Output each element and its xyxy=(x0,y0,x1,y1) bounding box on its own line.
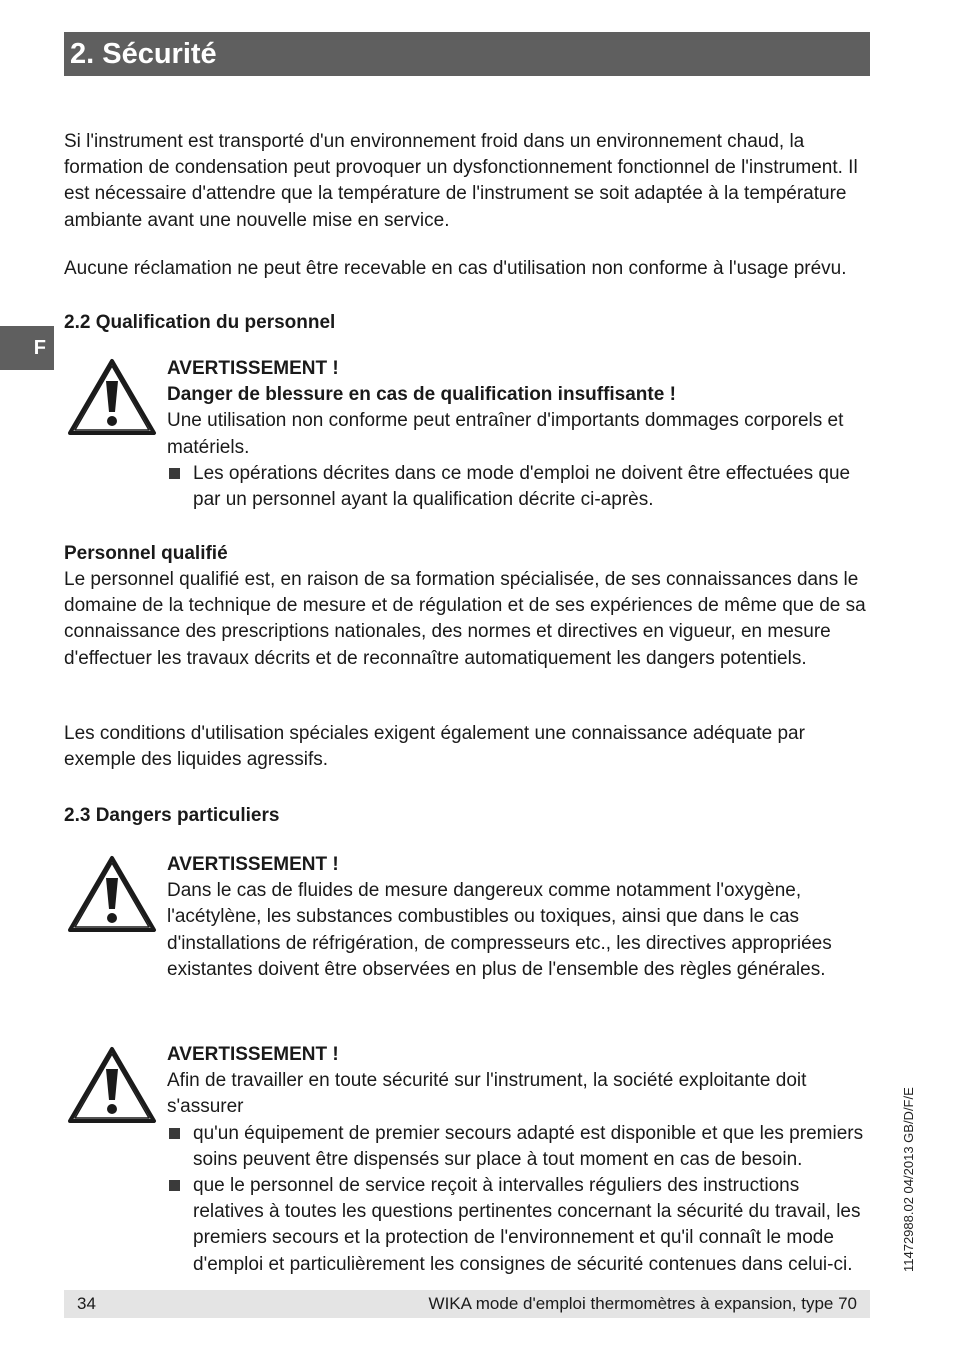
warning-title: AVERTISSEMENT ! xyxy=(167,1044,339,1065)
page-footer xyxy=(64,1290,870,1318)
special-conditions-paragraph: Les conditions d'utilisation spéciales exigent également une connaissance adéquate par exemple des liquides agressifs. xyxy=(64,723,805,771)
bullet-square-icon xyxy=(169,1128,180,1139)
page-number: 34 xyxy=(77,1294,96,1313)
qualified-personnel-paragraph: Le personnel qualifié est, en raison de sa formation spécialisée, de ses connaissances dans le domaine de la technique de mesure et de régulation et de ses expériences de même que de sa connaissance des prescriptions nationales, des normes et directives en vigueur, en mesure d'effectuer les travaux décrits et de reconnaître automatiquement les dangers potentiels. xyxy=(64,569,866,669)
warning-text: Afin de travailler en toute sécurité sur l'instrument, la société exploitante doit s'assurer xyxy=(167,1070,807,1118)
warning-block-operator-duties xyxy=(167,1042,872,1278)
intro-paragraph-1: Si l'instrument est transporté d'un environnement froid dans un environnement chaud, la formation de condensation peut provoquer un dysfonctionnement fonctionnel de l'instrument. Il est nécessaire d'attendre que la température de l'instrument se soit adaptée à la température ambiante avant une nouvelle mise en service. xyxy=(64,131,858,231)
page-title: 2. Sécurité xyxy=(64,32,870,76)
warning-block-dangerous-fluids xyxy=(167,852,857,983)
section-heading-2-2: 2.2 Qualification du personnel xyxy=(64,312,336,333)
warning-title: AVERTISSEMENT ! xyxy=(167,854,339,875)
warning-triangle-icon xyxy=(66,854,158,934)
warning-text: Dans le cas de fluides de mesure dangereux comme notamment l'oxygène, l'acétylène, les substances combustibles ou toxiques, ainsi que dans le cas d'installations de réfrigération, de compresseurs etc., les directives appropriées existantes doivent être observées en plus de l'ensemble des règles générales. xyxy=(167,880,832,980)
list-item xyxy=(167,461,872,513)
list-item-text: Les opérations décrites dans ce mode d'emploi ne doivent être effectuées que par un personnel ayant la qualification décrite ci-après. xyxy=(193,462,851,511)
footer-title: WIKA mode d'emploi thermomètres à expansion, type 70 xyxy=(428,1294,857,1313)
qualified-personnel-heading: Personnel qualifié xyxy=(64,543,228,564)
document-code: 11472988.02 04/2013 GB/D/F/E xyxy=(901,1087,916,1272)
language-tab-label: F xyxy=(33,336,46,359)
list-item-text: qu'un équipement de premier secours adapté est disponible et que les premiers soins peuvent être dispensés sur place à tout moment en cas de besoin. xyxy=(193,1122,864,1170)
warning-subtitle: Danger de blessure en cas de qualification insuffisante ! xyxy=(167,384,676,406)
intro-paragraph-2: Aucune réclamation ne peut être recevable en cas d'utilisation non conforme à l'usage prévu. xyxy=(64,258,847,279)
bullet-square-icon xyxy=(169,468,180,479)
warning-text: Une utilisation non conforme peut entraîner d'importants dommages corporels et matériels. xyxy=(167,410,844,458)
bullet-square-icon xyxy=(169,1180,180,1191)
warning-block-qualification xyxy=(167,356,872,513)
language-tab xyxy=(0,326,54,370)
list-item-text: que le personnel de service reçoit à intervalles réguliers des instructions relatives à toutes les questions pertinentes concernant la sécurité du travail, les premiers secours et la protection de l'environnement et qu'il connaît le mode d'emploi et particulièrement les consignes de sécurité contenues dans celui-ci. xyxy=(193,1175,861,1275)
warning-triangle-icon xyxy=(66,357,158,437)
list-item xyxy=(167,1121,872,1173)
section-heading-2-3: 2.3 Dangers particuliers xyxy=(64,805,280,826)
warning-title: AVERTISSEMENT ! xyxy=(167,358,339,379)
list-item xyxy=(167,1173,872,1278)
warning-triangle-icon xyxy=(66,1045,158,1125)
